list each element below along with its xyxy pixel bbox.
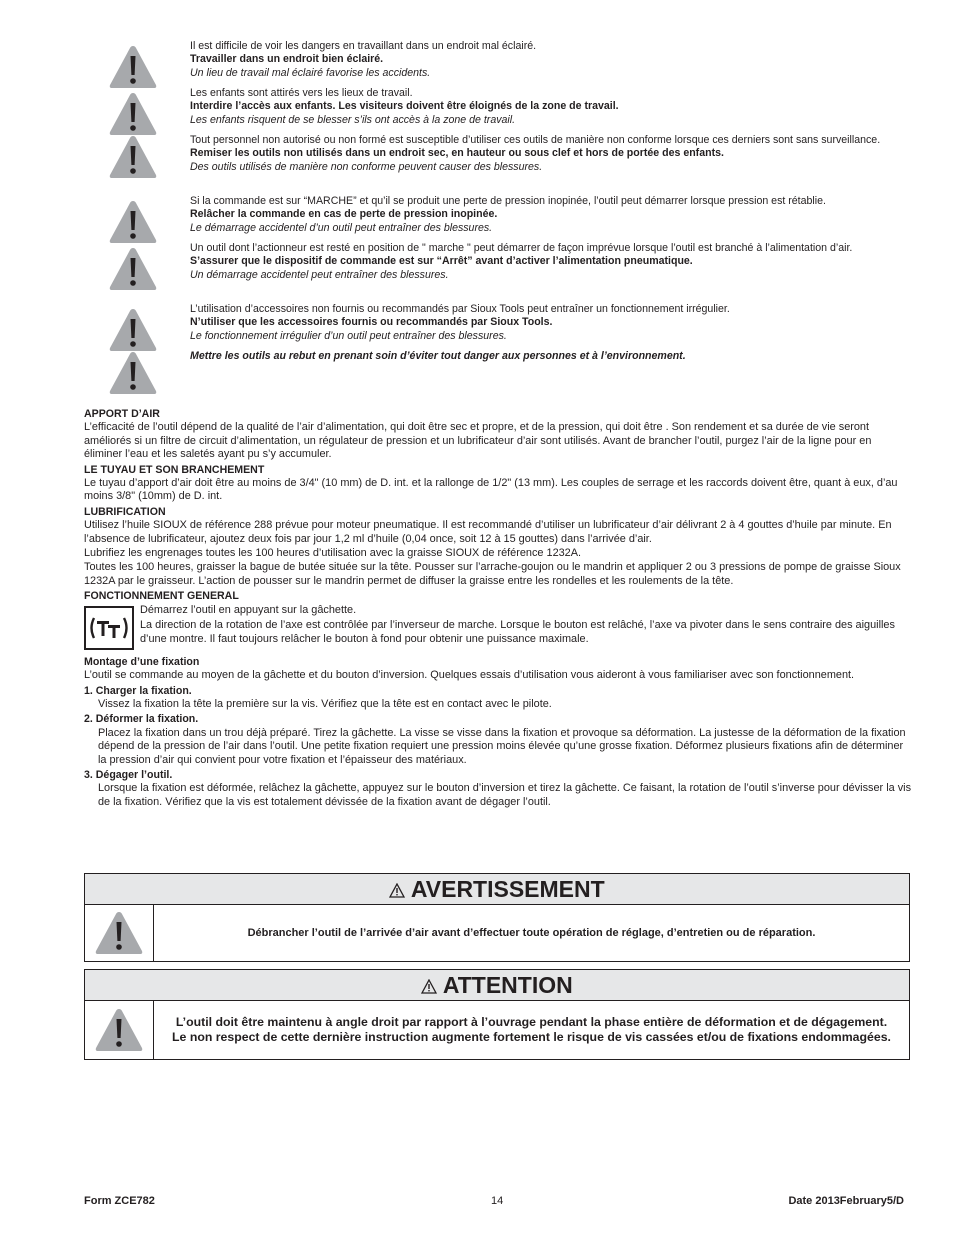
operation-block: [84, 604, 912, 650]
warning-action: Interdire l’accès aux enfants. Les visiteurs doivent être éloignés de la zone de travail.: [190, 100, 619, 113]
attention-icon-cell: [85, 1001, 154, 1059]
operation-text-2: La direction de la rotation de l’axe est contrôlée par l’inverseur de marche. Lorsque le bouton est relâché, l’axe va pivoter dans le sens contraire des aiguilles d’une montre. Il faut toujours relâcher le bouton à fond pour obtenir une puissance maximale.: [140, 619, 895, 645]
warning-triangle-icon: [108, 44, 158, 90]
avertissement-icon-cell: [85, 905, 154, 961]
hose-heading: LE TUYAU ET SON BRANCHEMENT: [84, 463, 265, 476]
warning-info: Tout personnel non autorisé ou non formé est susceptible d’utiliser ces outils de manière non conforme lorsque ces derniers sont sans surveillance.: [190, 134, 881, 146]
attention-title: ATTENTION: [442, 972, 573, 998]
warning-info: Un outil dont l’actionneur est resté en position de " marche " peut démarrer de façon imprévue lorsque l’outil est branché à l’alimentation d’air.: [190, 242, 853, 254]
warning-info: Il est difficile de voir les dangers en travaillant dans un endroit mal éclairé.: [190, 40, 537, 52]
mounting-heading: Montage d’une fixation: [84, 655, 200, 668]
warning-info: L’utilisation d’accessoires non fournis ou recommandés par Sioux Tools peut entraîner un fonctionnement irrégulier.: [190, 303, 730, 315]
warning-consequence: Le démarrage accidentel d’un outil peut entraîner des blessures.: [190, 221, 493, 234]
avertissement-title: AVERTISSEMENT: [410, 876, 605, 902]
warning-action: Relâcher la commande en cas de perte de pression inopinée.: [190, 208, 498, 221]
warning-triangle-icon: [108, 134, 158, 180]
step-title: 3. Dégager l’outil.: [84, 768, 173, 781]
warning-action: Mettre les outils au rebut en prenant soin d’éviter tout danger aux personnes et à l’environnement.: [190, 350, 686, 362]
warning-consequence: Des outils utilisés de manière non conforme peuvent causer des blessures.: [190, 160, 543, 173]
warning-triangle-icon: [108, 307, 158, 353]
warning-triangle-icon: [108, 350, 158, 396]
warning-triangle-icon: [94, 1007, 144, 1053]
warning-item: [108, 134, 916, 195]
step-text: Vissez la fixation la tête la première sur la vis. Vérifiez que la tête est en contact avec le pilote.: [98, 697, 552, 710]
lube-text-3: Toutes les 100 heures, graisser la bague de butée située sur la tête. Pousser sur l’arrache-goujon ou le mandrin et appliquer 2 ou 3 pressions de pompe de graisse Sioux 1232A par le graisseur. L’action de pousser sur le mandrin permet de diffuser la graisse entre les rondelles et les roulements de la tête.: [84, 561, 901, 587]
body-sections: [84, 406, 912, 810]
avertissement-title-bar: [85, 874, 909, 905]
warning-item: [108, 242, 916, 303]
alert-triangle-icon: [389, 883, 405, 898]
warning-consequence: Le fonctionnement irrégulier d’un outil peut entraîner des blessures.: [190, 329, 507, 342]
warning-consequence: Les enfants risquent de se blesser s’ils ont accès à la zone de travail.: [190, 113, 516, 126]
warning-item: [108, 87, 916, 134]
operation-heading: FONCTIONNEMENT GENERAL: [84, 590, 239, 603]
step-title: 2. Déformer la fixation.: [84, 713, 199, 726]
step-title: 1. Charger la fixation.: [84, 684, 192, 697]
warning-triangle-icon: [94, 910, 144, 956]
warning-action: N’utiliser que les accessoires fournis ou recommandés par Sioux Tools.: [190, 316, 553, 329]
warning-triangle-icon: [108, 91, 158, 137]
page-number: 14: [491, 1195, 504, 1207]
trigger-operation-icon: [84, 606, 134, 650]
warning-action: Remiser les outils non utilisés dans un endroit sec, en hauteur ou sous clef et hors de portée des enfants.: [190, 147, 724, 160]
safety-warning-list: [108, 40, 916, 400]
warning-item: [108, 303, 916, 350]
attention-box: [84, 969, 910, 1060]
warning-item: [108, 40, 916, 87]
warning-item: [108, 350, 916, 400]
avertissement-message: Débrancher l’outil de l’arrivée d’air avant d’effectuer toute opération de réglage, d’entretien ou de réparation.: [247, 927, 816, 939]
form-number: Form ZCE782: [84, 1195, 155, 1207]
hose-text: Le tuyau d’apport d’air doit être au moins de 3/4" (10 mm) de D. int. et la rallonge de 1/2" (13 mm). Les couples de serrage et les raccords doivent être, quant à eux, d’au moins 3/8" (10mm) de D. int.: [84, 477, 898, 503]
document-date: Date 2013February5/D: [788, 1195, 904, 1207]
step-text: Lorsque la fixation est déformée, relâchez la gâchette, appuyez sur le bouton d’inversion et tirez la gâchette. Ce faisant, la rotation de l’outil s’inverse pour dévisser la vis de la fixation. Vérifiez que la vis est totalement dévissée de la fixation avant de dégager l’outil.: [98, 782, 912, 808]
warning-action: Travailler dans un endroit bien éclairé.: [190, 53, 384, 66]
operation-text-1: Démarrez l’outil en appuyant sur la gâchette.: [140, 603, 357, 616]
avertissement-box: [84, 873, 910, 962]
lube-text-1: Utilisez l’huile SIOUX de référence 288 prévue pour moteur pneumatique. Il est recommandé d’utiliser un lubrificateur d’air délivrant 2 à 4 gouttes d’huile par minute. En l’absence de lubrificateur, ajoutez deux fois par jour 1,2 ml d’huile (0,04 once, soit 12 à 15 gouttes) dans l’arrivée d’air.: [84, 519, 892, 545]
warning-info: Les enfants sont attirés vers les lieux de travail.: [190, 87, 413, 99]
step-text: Placez la fixation dans un trou déjà préparé. Tirez la gâchette. La visse se visse dans la fixation et provoque sa déformation. La justesse de la déformation de la fixation dépend de la pression de l’air dans l’outil. Une petite fixation requiert une pression moins élevée qu’une grosse fixation. Déformez plusieurs fixations afin de déterminer la pression d’air qui convient pour votre fixation et l’épaisseur des matériaux.: [98, 726, 906, 766]
attention-title-bar: [85, 970, 909, 1001]
warning-action: S’assurer que le dispositif de commande est sur “Arrêt” avant d’activer l’alimentation pneumatique.: [190, 255, 693, 268]
warning-triangle-icon: [108, 246, 158, 292]
lube-text-2: Lubrifiez les engrenages toutes les 100 heures d’utilisation avec la graisse SIOUX de référence 1232A.: [84, 547, 582, 560]
warning-consequence: Un lieu de travail mal éclairé favorise les accidents.: [190, 66, 431, 79]
air-heading: APPORT D’AIR: [84, 408, 160, 420]
attention-message: L’outil doit être maintenu à angle droit par rapport à l’ouvrage pendant la phase entière de déformation et de dégagement. Le non respect de cette dernière instruction augmente fortement le risque de vis cassées et/ou de fixations endommagées.: [172, 1014, 891, 1044]
air-text: L’efficacité de l’outil dépend de la qualité de l’air d’alimentation, qui doit être sec et propre, et de la pression, qui doit être . Son rendement et sa durée de vie seront améliorés si un filtre de circuit d’alimentation, un régulateur de pression et un lubrificateur d’air sont utilisés. Avant de brancher l’outil, purgez l’air de la ligne pour en éliminer l’eau et les saletés ayant pu s’y accumuler.: [84, 421, 872, 461]
warning-info: Si la commande est sur “MARCHE” et qu’il se produit une perte de pression inopinée, l’outil peut démarrer lorsque pression est rétablie.: [190, 195, 826, 207]
lube-heading: LUBRIFICATION: [84, 505, 166, 518]
warning-consequence: Un démarrage accidentel peut entraîner des blessures.: [190, 268, 449, 281]
warning-item: [108, 195, 916, 242]
mounting-intro: L’outil se commande au moyen de la gâchette et du bouton d’inversion. Quelques essais d’utilisation vous aideront à vous familiariser avec son fonctionnement.: [84, 669, 855, 682]
warning-triangle-icon: [108, 199, 158, 245]
alert-triangle-icon: [421, 979, 437, 994]
